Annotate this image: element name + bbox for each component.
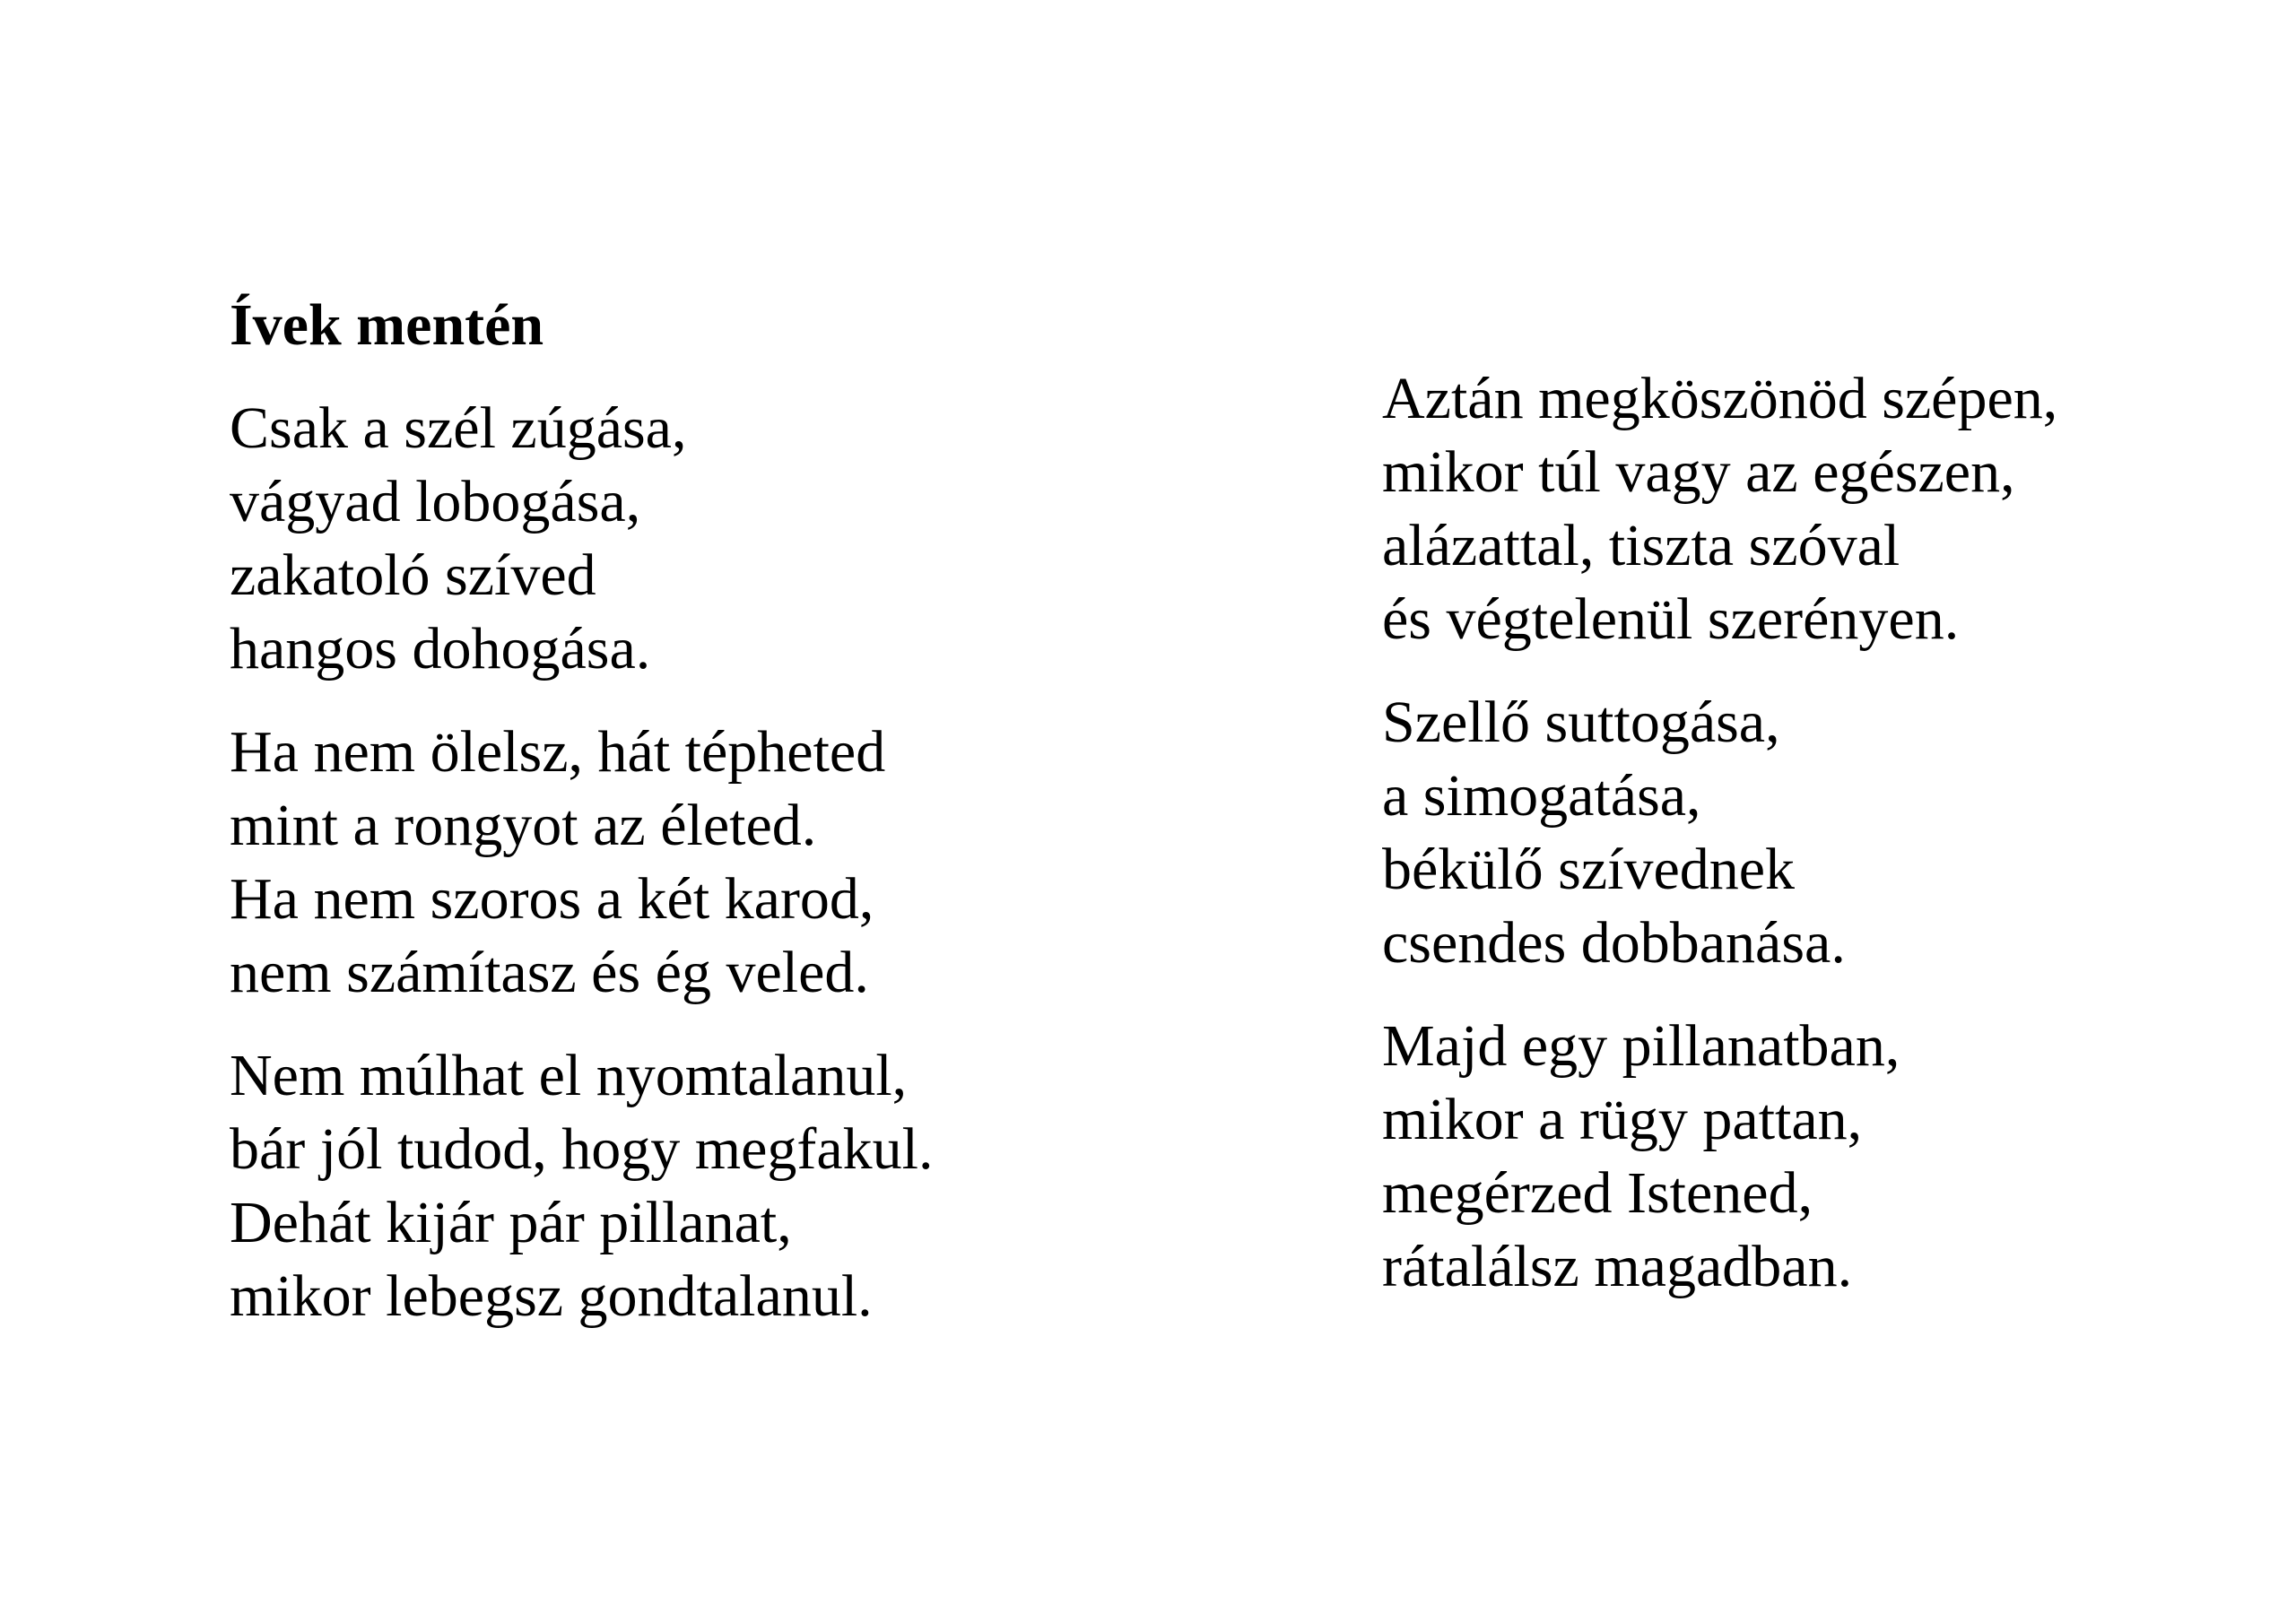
poem-line: vágyad lobogása,	[230, 469, 641, 534]
stanza	[1382, 1010, 2296, 1304]
poem-line: Nem múlhat el nyomtalanul,	[230, 1043, 908, 1108]
poem-line: Szellő suttogása,	[1382, 690, 1780, 755]
left-column	[230, 289, 1216, 1363]
poem-line: a simogatása,	[1382, 763, 1701, 829]
poem-line: mikor túl vagy az egészen,	[1382, 439, 2015, 505]
poem-line: mikor lebegsz gondtalanul.	[230, 1263, 873, 1329]
poem-line: mikor a rügy pattan,	[1382, 1087, 1863, 1152]
poem-line: Majd egy pillanatban,	[1382, 1013, 1900, 1079]
stanza	[230, 1039, 1216, 1333]
stanza	[230, 716, 1216, 1010]
poem-line: békülő szívednek	[1382, 837, 1796, 902]
poem-line: alázattal, tiszta szóval	[1382, 513, 1900, 578]
poem-line: Aztán megköszönöd szépen,	[1382, 366, 2058, 431]
poem-title: Ívek mentén	[230, 292, 544, 358]
poem-line: hangos dohogása.	[230, 616, 651, 681]
poem-line: Ha nem szoros a két karod,	[230, 866, 874, 932]
poem-line: mint a rongyot az életed.	[230, 793, 817, 858]
stanza	[230, 392, 1216, 686]
poem-line: bár jól tudod, hogy megfakul.	[230, 1116, 934, 1182]
poem-line: zakatoló szíved	[230, 542, 596, 608]
poem-line: és végtelenül szerényen.	[1382, 586, 1960, 652]
stanza	[1382, 686, 2296, 980]
poem-line: megérzed Istened,	[1382, 1160, 1813, 1226]
right-column	[1382, 362, 2296, 1333]
stanza	[1382, 362, 2296, 656]
poem-line: csendes dobbanása.	[1382, 910, 1846, 976]
poem-line: Ha nem ölelsz, hát tépheted	[230, 719, 886, 785]
poem-line: rátalálsz magadban.	[1382, 1234, 1853, 1299]
poem-line: Csak a szél zúgása,	[230, 395, 687, 461]
poem-line: nem számítasz és ég veled.	[230, 940, 869, 1005]
poem-line: Dehát kijár pár pillanat,	[230, 1190, 792, 1255]
